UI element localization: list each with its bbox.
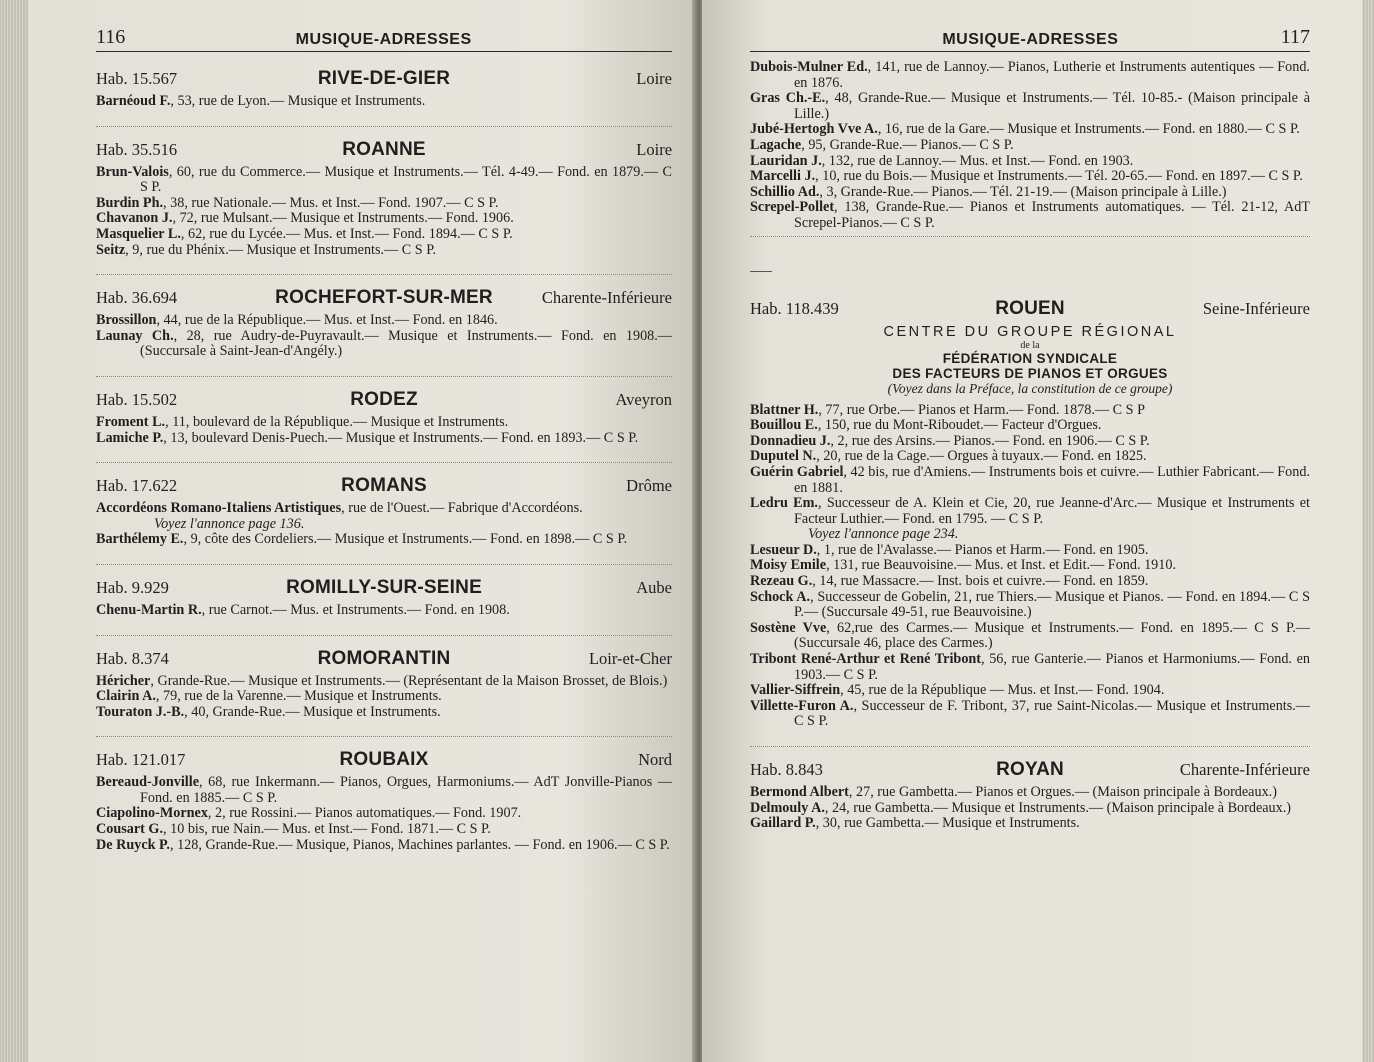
city-name: ROYAN [996, 759, 1064, 780]
entry-name: Lagache [750, 136, 802, 153]
city-name: ROUBAIX [339, 749, 429, 771]
entry-name: De Ruyck P. [96, 836, 170, 853]
entry-name: Accordéons Romano-Italiens Artistiques [96, 500, 342, 517]
section-romilly-sur-seine [96, 577, 672, 636]
page-number: 117 [1280, 26, 1310, 48]
directory-entry [750, 60, 1310, 91]
directory-entry [96, 165, 672, 196]
directory-entry [96, 196, 672, 212]
directory-entry [96, 501, 672, 517]
entry-details: , 62, rue du Lycée.— Mus. et Inst.— Fond. 1894.— C S P. [180, 225, 513, 242]
directory-entry [96, 415, 672, 431]
directory-entry [750, 91, 1310, 122]
entry-details: , 9, côte des Cordeliers.— Musique et Instruments.— Fond. en 1898.— C S P. [183, 531, 628, 548]
entry-name: Froment L. [96, 413, 166, 430]
directory-entry [96, 431, 672, 447]
entry-details: , 44, rue de la République.— Mus. et Inst.— Fond. en 1846. [156, 312, 498, 329]
entry-name: Moisy Emile [750, 557, 827, 574]
city-name: ROANNE [342, 138, 426, 160]
city-name: ROCHEFORT-SUR-MER [275, 287, 493, 309]
directory-entry [750, 590, 1310, 621]
population: Hab. 15.502 [96, 389, 178, 409]
directory-entry [750, 621, 1310, 652]
entry-details: , 38, rue Nationale.— Mus. et Inst.— Fond. 1907.— C S P. [163, 194, 499, 211]
section-divider [750, 232, 1310, 237]
directory-entry [750, 403, 1310, 419]
entry-details: , 128, Grande-Rue.— Musique, Pianos, Machines parlantes. — Fond. en 1906.— C S P. [169, 836, 670, 853]
entry-details: , 56, rue Ganterie.— Pianos et Harmoniums.— Fond. en 1903.— C S P. [794, 651, 1310, 683]
entry-details: , 1, rue de l'Avalasse.— Pianos et Harm.— Fond. en 1905. [816, 541, 1149, 558]
directory-entry [750, 574, 1310, 590]
entry-details: , 60, rue du Commerce.— Musique et Instruments.— Tél. 4-49.— Fond. en 1879.— C S P. [140, 163, 672, 196]
department: Aveyron [615, 389, 672, 409]
population: Hab. 121.017 [96, 750, 186, 770]
entry-name: Héricher [96, 672, 151, 689]
department: Charente-Inférieure [541, 288, 673, 308]
running-title: MUSIQUE-ADRESSES [942, 31, 1119, 48]
entry-details: , Successeur de F. Tribont, 37, rue Saint-Nicolas.— Musique et Instruments.— C S P. [794, 697, 1310, 730]
entry-name: Sostène Vve [750, 619, 827, 636]
entry-name: Lesueur D. [750, 541, 817, 558]
department: Loire [636, 139, 673, 159]
section-royan [750, 759, 1310, 848]
directory-entry [750, 801, 1310, 817]
directory-entry [750, 683, 1310, 699]
population: Hab. 118.439 [750, 298, 839, 318]
section-heading [96, 139, 672, 161]
entry-details: , 132, rue de Lannoy.— Mus. et Inst.— Fond. en 1903. [821, 152, 1134, 169]
directory-entry [750, 154, 1310, 170]
entry-details: , 9, rue du Phénix.— Musique et Instruments.— C S P. [125, 241, 437, 258]
directory-entry [750, 785, 1310, 801]
entry-name: Seitz [96, 241, 126, 258]
entry-name: Donnadieu J. [750, 432, 831, 449]
group-line: DES FACTEURS DE PIANOS ET ORGUES [892, 365, 1168, 381]
section-rochefort-sur-mer [96, 287, 672, 377]
population: Hab. 36.694 [96, 288, 178, 308]
entry-details: , 68, rue Inkermann.— Pianos, Orgues, Harmoniums.— AdT Jonville-Pianos — Fond. en 1885.— C S P. [140, 774, 672, 806]
city-name: RIVE-DE-GIER [317, 68, 451, 89]
entry-details: , 138, Grande-Rue.— Pianos et Instruments automatiques. — Tél. 21-12, AdT Screpel-Pianos.— C S P. [794, 199, 1310, 231]
entry-details: , 24, rue Gambetta.— Musique et Instruments.— (Maison principale à Bordeaux.) [824, 799, 1291, 816]
directory-entry [96, 838, 672, 854]
entry-name: Barnéoud F. [96, 93, 171, 109]
section-romorantin [96, 648, 672, 738]
directory-entry [750, 816, 1310, 832]
directory-entry [96, 705, 672, 721]
entry-details: , 40, Grande-Rue.— Musique et Instruments. [184, 703, 441, 720]
entry-name: Jubé-Hertogh Vve A. [750, 121, 878, 138]
directory-entry [96, 775, 672, 806]
entry-name: Bouillou E. [750, 417, 818, 434]
advert-note: Voyez l'annonce page 136. [154, 515, 305, 532]
directory-entry [750, 449, 1310, 465]
group-line: de la [1020, 339, 1040, 351]
entry-details: , 20, rue de la Cage.— Orgues à tuyaux.— Fond. en 1825. [816, 448, 1147, 465]
group-line: FÉDÉRATION SYNDICALE [942, 350, 1118, 366]
section-heading [96, 475, 672, 497]
page-edges-left [0, 0, 30, 1062]
entry-details: , 2, rue des Arsins.— Pianos.— Fond. en 1906.— C S P. [830, 432, 1150, 449]
directory-entry [750, 699, 1310, 730]
roubaix-continued-entries [750, 60, 1310, 232]
entry-details: , 72, rue Mulsant.— Musique et Instruments.— Fond. 1906. [172, 210, 514, 227]
advert-note: Voyez l'annonce page 234. [808, 526, 959, 543]
group-line: (Voyez dans la Préface, la constitution de ce groupe) [887, 380, 1173, 396]
entry-details: , Grande-Rue.— Musique et Instruments.— (Représentant de la Maison Brosset, de Blois.) [150, 672, 668, 689]
right-page-header [750, 18, 1310, 52]
directory-entry [96, 329, 672, 360]
entry-details: , 11, boulevard de la République.— Musique et Instruments. [165, 413, 509, 430]
department: Seine-Inférieure [1202, 298, 1310, 318]
entry-name: Burdin Ph. [96, 194, 164, 211]
section-rive-de-gier [96, 68, 672, 127]
royan-entries [750, 785, 1310, 832]
section-heading [96, 749, 672, 771]
city-name: ROMANS [341, 475, 427, 497]
entry-details: , 27, rue Gambetta.— Pianos et Orgues.— (Maison principale à Bordeaux.) [848, 784, 1277, 800]
entry-name: Schock A. [750, 588, 811, 605]
entry-details: , rue Carnot.— Mus. et Instruments.— Fond. en 1908. [201, 601, 510, 618]
entry-name: Blattner H. [750, 401, 819, 418]
entry-details: , 62,rue des Carmes.— Musique et Instruments.— Fond. en 1895.— C S P.— (Succursale 46, place des Carmes.) [794, 619, 1310, 652]
directory-entry [750, 496, 1310, 527]
directory-entry [750, 418, 1310, 434]
entry-name: Ciapolino-Mornex [96, 805, 208, 822]
entry-name: Gaillard P. [750, 815, 816, 832]
section-romans [96, 475, 672, 565]
entry-name: Dubois-Mulner Ed. [750, 59, 868, 75]
population: Hab. 9.929 [96, 577, 169, 597]
section-rodez [96, 389, 672, 463]
entry-name: Chenu-Martin R. [96, 601, 202, 618]
entry-name: Rezeau G. [750, 573, 813, 590]
entry-details: , Successeur de Gobelin, 21, rue Thiers.— Musique et Pianos. — Fond. en 1894.— C S P.— (Succursale 49-51, rue Beauvoisine.) [794, 588, 1310, 621]
directory-entry [96, 822, 672, 838]
entry-name: Marcelli J. [750, 168, 816, 185]
entry-name: Brun-Valois [96, 163, 169, 180]
entry-details: , 95, Grande-Rue.— Pianos.— C S P. [801, 136, 1014, 153]
section-heading [750, 759, 1310, 781]
directory-entry [750, 652, 1310, 683]
entry-name: Guérin Gabriel [750, 463, 844, 480]
directory-entry [96, 211, 672, 227]
short-rule [750, 271, 772, 272]
entry-details: , 42 bis, rue d'Amiens.— Instruments bois et cuivre.— Luthier Fabricant.— Fond. en 1881. [794, 463, 1310, 496]
entry-details: , 28, rue Audry-de-Puyravault.— Musique et Instruments.— Fond. en 1908.— (Succursale à Saint-Jean-d'Angély.) [140, 327, 672, 360]
directory-entry [750, 558, 1310, 574]
directory-entry [750, 465, 1310, 496]
section-roubaix [96, 749, 672, 869]
directory-entry [96, 674, 672, 690]
entry-name: Chavanon J. [96, 210, 173, 227]
entry-name: Tribont René-Arthur et René Tribont [750, 651, 982, 668]
running-title: MUSIQUE-ADRESSES [295, 31, 472, 48]
directory-entry [750, 185, 1310, 201]
entry-name: Touraton J.-B. [96, 703, 185, 720]
section-rouen [750, 298, 1310, 747]
entry-details: , 30, rue Gambetta.— Musique et Instruments. [815, 815, 1080, 832]
entry-name: Schillio Ad. [750, 183, 820, 200]
entry-details: , 79, rue de la Varenne.— Musique et Instruments. [155, 688, 442, 705]
entry-details: , 53, rue de Lyon.— Musique et Instruments. [170, 93, 426, 109]
entry-details: , 14, rue Massacre.— Inst. bois et cuivre.— Fond. en 1859. [812, 573, 1149, 590]
entry-details: , 16, rue de la Gare.— Musique et Instruments.— Fond. en 1880.— C S P. [877, 121, 1300, 138]
department: Loire [636, 69, 672, 88]
entry-details: , 48, Grande-Rue.— Musique et Instruments.— Tél. 10-85.- (Maison principale à Lille.) [794, 90, 1310, 122]
entry-name: Bermond Albert [750, 784, 849, 800]
directory-entry [96, 806, 672, 822]
section-heading [96, 287, 672, 309]
population: Hab. 35.516 [96, 139, 178, 159]
department: Charente-Inférieure [1179, 760, 1310, 779]
directory-entry [750, 122, 1310, 138]
directory-entry [750, 138, 1310, 154]
entry-name: Lauridan J. [750, 152, 822, 169]
entry-name: Lamiche P. [96, 429, 164, 446]
population: Hab. 15.567 [96, 69, 178, 88]
department: Loir-et-Cher [588, 648, 673, 668]
entry-name: Barthélemy E. [96, 531, 184, 548]
city-name: ROUEN [995, 297, 1065, 319]
entry-name: Screpel-Pollet [750, 199, 835, 216]
population: Hab. 17.622 [96, 476, 178, 496]
entry-details: , 150, rue du Mont-Riboudet.— Facteur d'Orgues. [817, 417, 1102, 434]
entry-name: Gras Ch.-E. [750, 90, 826, 107]
city-name: ROMORANTIN [317, 647, 451, 669]
left-sections [96, 68, 672, 869]
entry-name: Ledru Em. [750, 495, 818, 512]
entry-name: Duputel N. [750, 448, 817, 465]
directory-entry [96, 227, 672, 243]
directory-entry [750, 434, 1310, 450]
city-name: RODEZ [350, 388, 418, 410]
directory-entry [96, 603, 672, 619]
entry-details: , 10, rue du Bois.— Musique et Instruments.— Tél. 20-65.— Fond. en 1897.— C S P. [815, 168, 1303, 185]
entry-details: , rue de l'Ouest.— Fabrique d'Accordéons. [341, 500, 583, 517]
section-heading [750, 298, 1310, 320]
left-page [28, 0, 696, 1062]
entry-name: Bereaud-Jonville [96, 774, 199, 791]
entry-details: , 2, rue Rossini.— Pianos automatiques.— Fond. 1907. [207, 805, 522, 822]
directory-entry [96, 689, 672, 705]
directory-entry [96, 313, 672, 329]
entry-details: , 45, rue de la République — Mus. et Inst.— Fond. 1904. [840, 682, 1165, 699]
directory-entry [750, 169, 1310, 185]
entry-name: Clairin A. [96, 688, 156, 705]
city-name: ROMILLY-SUR-SEINE [286, 576, 482, 598]
page-number: 116 [96, 26, 126, 48]
population: Hab. 8.843 [750, 760, 823, 779]
entry-details: , 10 bis, rue Nain.— Mus. et Inst.— Fond. 1871.— C S P. [163, 821, 491, 838]
entry-name: Cousart G. [96, 821, 163, 838]
population: Hab. 8.374 [96, 648, 169, 668]
section-heading [96, 389, 672, 411]
rouen-entries [750, 403, 1310, 730]
entry-name: Delmouly A. [750, 799, 825, 816]
department: Aube [636, 577, 673, 597]
department: Nord [638, 750, 673, 770]
entry-details: , Successeur de A. Klein et Cie, 20, rue Jeanne-d'Arc.— Musique et Instruments et Facteur Luthier.— Fond. en 1795. — C S P. [794, 495, 1310, 527]
left-page-header [96, 18, 672, 52]
department: Drôme [626, 476, 672, 496]
entry-details: , 141, rue de Lannoy.— Pianos, Lutherie et Instruments autentiques — Fond. en 1876. [794, 59, 1310, 91]
directory-entry [96, 243, 672, 259]
entry-name: Masquelier L. [96, 225, 181, 242]
group-line: CENTRE DU GROUPE RÉGIONAL [883, 323, 1177, 340]
entry-name: Launay Ch. [96, 327, 174, 344]
entry-details: , 77, rue Orbe.— Pianos et Harm.— Fond. 1878.— C S P [818, 401, 1146, 418]
directory-entry [750, 543, 1310, 559]
entry-details: , 3, Grande-Rue.— Pianos.— Tél. 21-19.— (Maison principale à Lille.) [819, 183, 1227, 200]
entry-name: Vallier-Siffrein [750, 682, 841, 699]
directory-entry [96, 94, 672, 110]
entry-details: , 13, boulevard Denis-Puech.— Musique et Instruments.— Fond. en 1893.— C S P. [163, 429, 639, 446]
right-page [702, 0, 1362, 1062]
section-heading [96, 648, 672, 670]
entry-details: , 131, rue Beauvoisine.— Mus. et Inst. et Edit.— Fond. 1910. [826, 557, 1176, 574]
regional-group-notice [750, 324, 1310, 397]
section-heading [96, 577, 672, 599]
entry-name: Brossillon [96, 312, 157, 329]
entry-name: Villette-Furon A. [750, 697, 854, 714]
section-heading [96, 68, 672, 90]
directory-entry [96, 532, 672, 548]
directory-entry [750, 200, 1310, 231]
section-roanne [96, 139, 672, 276]
